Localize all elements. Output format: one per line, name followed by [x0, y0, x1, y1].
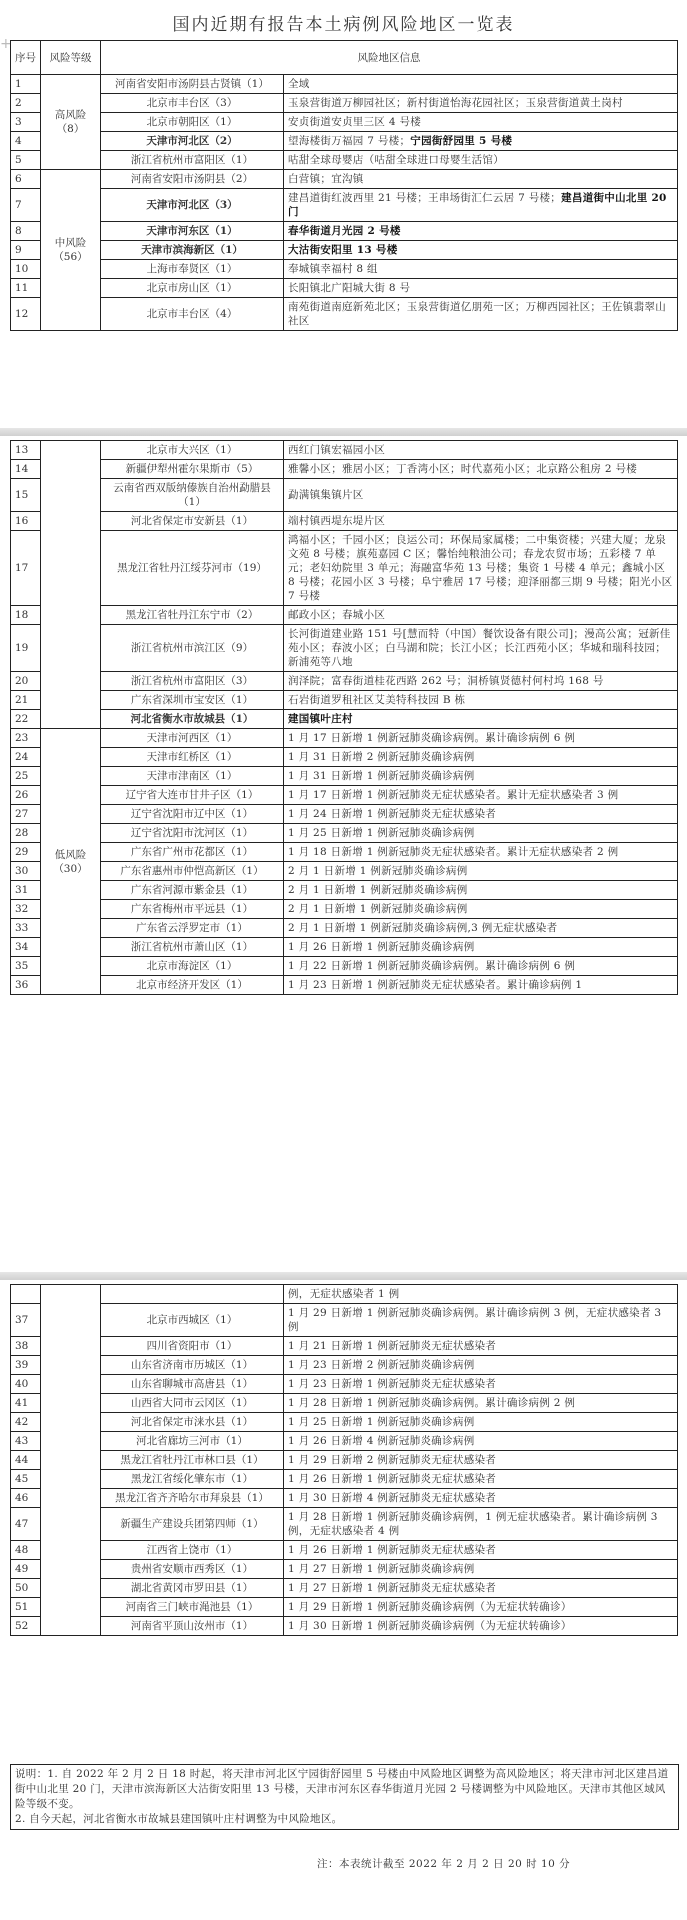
note-2: 2. 自今天起，河北省衡水市故城县建国镇叶庄村调整为中风险地区。: [15, 1813, 343, 1825]
risk-area-info: [284, 298, 678, 331]
info-text: 1 月 27 日新增 1 例新冠肺炎无症状感染者: [288, 1582, 497, 1594]
table-row: [11, 672, 678, 691]
row-number: 33: [11, 919, 41, 938]
region-name: 河北省保定市安新县（1）: [101, 512, 284, 531]
table-row: [11, 957, 678, 976]
region-name: 辽宁省沈阳市辽中区（1）: [101, 805, 284, 824]
info-text: 1 月 29 日新增 2 例新冠肺炎无症状感染者: [288, 1454, 497, 1466]
region-name: 辽宁省沈阳市沈河区（1）: [101, 824, 284, 843]
region-name: 天津市滨海新区（1）: [101, 241, 284, 260]
row-number: 8: [11, 222, 41, 241]
info-text: 长河街道建业路 151 号[慧而特（中国）餐饮设备有限公司]；漫高公寓；冠新佳苑小区；春波小区；白马湖和院；长江小区；长江西苑小区；华城和瑞科技园；新浦苑等八地: [288, 628, 671, 668]
region-name: 黑龙江省绥化肇东市（1）: [101, 1470, 284, 1489]
row-number: 50: [11, 1579, 41, 1598]
risk-table-page-2: [10, 440, 678, 995]
row-number: 11: [11, 279, 41, 298]
risk-level-medium: 中风险（56）: [41, 170, 101, 331]
row-number: 10: [11, 260, 41, 279]
table-row: [11, 843, 678, 862]
risk-area-info: [284, 1375, 678, 1394]
row-number: 25: [11, 767, 41, 786]
table-row: [11, 531, 678, 606]
table-row: [11, 1337, 678, 1356]
info-text: 1 月 31 日新增 2 例新冠肺炎确诊病例: [288, 751, 475, 763]
table-row: [11, 786, 678, 805]
row-number: 48: [11, 1541, 41, 1560]
region-name: 河南省三门峡市渑池县（1）: [101, 1598, 284, 1617]
info-text: 奉城镇幸福村 8 组: [288, 263, 378, 275]
risk-area-info: [284, 843, 678, 862]
region-name: 北京市海淀区（1）: [101, 957, 284, 976]
info-text: 1 月 31 日新增 1 例新冠肺炎确诊病例: [288, 770, 475, 782]
info-text: 邮政小区；春城小区: [288, 609, 386, 621]
region-name: 广东省广州市花都区（1）: [101, 843, 284, 862]
table-row: [11, 767, 678, 786]
table-row: [11, 241, 678, 260]
risk-area-info: [284, 1470, 678, 1489]
table-row: [11, 748, 678, 767]
row-number: 5: [11, 151, 41, 170]
row-number: 44: [11, 1451, 41, 1470]
info-text: 安贞街道安贞里三区 4 号楼: [288, 116, 422, 128]
info-text: 1 月 27 日新增 1 例新冠肺炎确诊病例: [288, 1563, 475, 1575]
table-row: [11, 1617, 678, 1636]
info-text: 白营镇；宜沟镇: [288, 173, 364, 185]
table-move-handle-icon[interactable]: +: [0, 36, 12, 52]
table-row: [11, 298, 678, 331]
risk-area-info: [284, 691, 678, 710]
risk-area-info: [284, 1394, 678, 1413]
risk-area-info: [284, 1579, 678, 1598]
row-number: 1: [11, 75, 41, 94]
table-row: [11, 1432, 678, 1451]
row-number: 52: [11, 1617, 41, 1636]
region-name: 浙江省杭州市滨江区（9）: [101, 625, 284, 672]
header-no: 序号: [11, 41, 41, 75]
row-number: 51: [11, 1598, 41, 1617]
info-text: 1 月 28 日新增 1 例新冠肺炎确诊病例，1 例无症状感染者。累计确诊病例 3 例，无症状感染者 4 例: [288, 1511, 658, 1537]
info-text: 1 月 24 日新增 1 例新冠肺炎无症状感染者: [288, 808, 497, 820]
info-text: 1 月 23 日新增 1 例新冠肺炎无症状感染者。累计确诊病例 1: [288, 979, 583, 991]
row-number: 27: [11, 805, 41, 824]
region-name: 天津市河北区（3）: [101, 189, 284, 222]
row-number: 7: [11, 189, 41, 222]
table-row: [11, 260, 678, 279]
row-number: 49: [11, 1560, 41, 1579]
row-number: 28: [11, 824, 41, 843]
info-text: 2 月 1 日新增 1 例新冠肺炎确诊病例,3 例无症状感染者: [288, 922, 558, 934]
region-name: 天津市津南区（1）: [101, 767, 284, 786]
table-row: [11, 441, 678, 460]
region-name: 天津市河东区（1）: [101, 222, 284, 241]
table-row: [11, 512, 678, 531]
table-row: [11, 919, 678, 938]
risk-area-info: [284, 1541, 678, 1560]
risk-level-medium-cont: [41, 441, 101, 729]
info-text: 咕甜全球母婴店（咕甜全球进口母婴生活馆）: [288, 154, 504, 166]
table-row: [11, 132, 678, 151]
page-2-rows: [11, 441, 678, 995]
risk-area-info: [284, 189, 678, 222]
risk-area-info: [284, 260, 678, 279]
row-number: 41: [11, 1394, 41, 1413]
info-text: 1 月 26 日新增 1 例新冠肺炎无症状感染者: [288, 1544, 497, 1556]
page-break: [0, 1272, 687, 1280]
row-number: 9: [11, 241, 41, 260]
row-number: 14: [11, 460, 41, 479]
risk-area-info: [284, 1451, 678, 1470]
row-number: 3: [11, 113, 41, 132]
risk-area-info: [284, 938, 678, 957]
table-row: [11, 151, 678, 170]
note-1: 说明：1. 自 2022 年 2 月 2 日 18 时起，将天津市河北区宁园街舒园里 5 号楼由中风险地区调整为高风险地区；将天津市河北区建昌道街中山北里 20 门，天津市滨海新区大沽街安阳里 13 号楼，天津市河东区春华街道月光园 2 号楼调整为中风险地区。天津市其他区域风险等级不变。: [15, 1768, 669, 1810]
row-number: 22: [11, 710, 41, 729]
risk-area-info: [284, 1356, 678, 1375]
page-break: [0, 428, 687, 436]
table-row: [11, 279, 678, 298]
row-number: 26: [11, 786, 41, 805]
info-text: 西红门镇宏福园小区: [288, 444, 386, 456]
page-1-rows: [11, 75, 678, 331]
region-name: 浙江省杭州市富阳区（3）: [101, 672, 284, 691]
row-number: 17: [11, 531, 41, 606]
table-row: [11, 606, 678, 625]
risk-area-info: [284, 113, 678, 132]
risk-table-page-1: [10, 40, 678, 331]
page-3-rows: [11, 1285, 678, 1636]
table-row: [11, 1451, 678, 1470]
row-number: 36: [11, 976, 41, 995]
info-text: 鸿福小区；千园小区；良运公司；环保局家属楼；二中集资楼；兴建大厦；龙泉文苑 8 号楼；旗苑嘉园 C 区；馨怡纯粮油公司；春龙农贸市场；五彩楼 7 单元；老妇幼院里 3 单元；海融富华苑 13 号楼；集资 1 号楼 4 单元；鑫城小区 8 号楼；花园小区 3 号楼；阜宁雅居 17 号楼；迎泽丽都三期 9 号楼；阳光小区 7 号楼: [288, 534, 673, 602]
region-name: 云南省西双版纳傣族自治州勐腊县（1）: [101, 479, 284, 512]
region-name: 新疆伊犁州霍尔果斯市（5）: [101, 460, 284, 479]
info-text: 南苑街道南庭新苑北区；玉泉营街道亿朋苑一区；万柳西园社区；王佐镇翡翠山社区: [288, 301, 666, 327]
region-name: 河南省安阳市汤阴县古贤镇（1）: [101, 75, 284, 94]
info-text-bold: 大沽街安阳里 13 号楼: [288, 244, 398, 256]
table-row: [11, 900, 678, 919]
risk-area-info: [284, 606, 678, 625]
region-name: 河北省保定市涞水县（1）: [101, 1413, 284, 1432]
info-text: 1 月 30 日新增 4 例新冠肺炎无症状感染者: [288, 1492, 497, 1504]
risk-area-info: [284, 1508, 678, 1541]
region-name: 河北省衡水市故城县（1）: [101, 710, 284, 729]
row-number: 13: [11, 441, 41, 460]
row-number: 2: [11, 94, 41, 113]
table-row: [11, 1598, 678, 1617]
info-text: 长阳镇北广阳城大街 8 号: [288, 282, 411, 294]
region-name: 北京市西城区（1）: [101, 1304, 284, 1337]
risk-area-info: [284, 710, 678, 729]
risk-level-low-cont: [41, 1285, 101, 1636]
info-text: 1 月 17 日新增 1 例新冠肺炎确诊病例。累计确诊病例 6 例: [288, 732, 576, 744]
row-number: 47: [11, 1508, 41, 1541]
info-text: 雅馨小区；雅居小区；丁香湾小区；时代嘉苑小区；北京路公租房 2 号楼: [288, 463, 638, 475]
region-name: 北京市大兴区（1）: [101, 441, 284, 460]
table-row: [11, 460, 678, 479]
risk-area-info: [284, 824, 678, 843]
info-text: 1 月 25 日新增 1 例新冠肺炎确诊病例: [288, 827, 475, 839]
risk-area-info: [284, 625, 678, 672]
row-number: 42: [11, 1413, 41, 1432]
info-text: 望海楼街万福园 7 号楼；: [288, 135, 411, 147]
risk-area-info: [284, 1432, 678, 1451]
risk-area-info: [284, 1304, 678, 1337]
region-name: 广东省云浮罗定市（1）: [101, 919, 284, 938]
table-row: [11, 1304, 678, 1337]
info-text: 1 月 21 日新增 1 例新冠肺炎无症状感染者: [288, 1340, 497, 1352]
risk-level-high: 高风险（8）: [41, 75, 101, 170]
region-name: 广东省深圳市宝安区（1）: [101, 691, 284, 710]
table-row: [11, 1375, 678, 1394]
risk-area-info: [284, 957, 678, 976]
risk-area-info: [284, 512, 678, 531]
info-text: 全域: [288, 78, 310, 90]
info-text: 1 月 23 日新增 1 例新冠肺炎无症状感染者: [288, 1378, 497, 1390]
risk-area-info: [284, 1413, 678, 1432]
table-row: [11, 938, 678, 957]
row-number: [11, 1285, 41, 1304]
info-text-bold: 建昌道街中山北里 20 门: [288, 192, 667, 218]
region-name: 江西省上饶市（1）: [101, 1541, 284, 1560]
region-name: 北京市丰台区（4）: [101, 298, 284, 331]
table-row: [11, 710, 678, 729]
risk-area-info: [284, 881, 678, 900]
info-text: 1 月 26 日新增 1 例新冠肺炎确诊病例: [288, 941, 475, 953]
risk-area-info: [284, 170, 678, 189]
risk-area-info: [284, 1617, 678, 1636]
region-name: 黑龙江省齐齐哈尔市拜泉县（1）: [101, 1489, 284, 1508]
region-name: 北京市房山区（1）: [101, 279, 284, 298]
region-name: 山西省大同市云冈区（1）: [101, 1394, 284, 1413]
risk-area-info: [284, 531, 678, 606]
region-name: 天津市河西区（1）: [101, 729, 284, 748]
info-text: 端村镇西堤东堤片区: [288, 515, 386, 527]
footer-note: 注：本表统计截至 2022 年 2 月 2 日 20 时 10 分: [317, 1858, 571, 1870]
region-name: 山东省聊城市高唐县（1）: [101, 1375, 284, 1394]
row-number: 45: [11, 1470, 41, 1489]
risk-area-info: [284, 1337, 678, 1356]
risk-area-info: [284, 441, 678, 460]
region-name: 广东省河源市紫金县（1）: [101, 881, 284, 900]
risk-area-info: [284, 151, 678, 170]
region-name: 贵州省安顺市西秀区（1）: [101, 1560, 284, 1579]
header-info: 风险地区信息: [101, 41, 678, 75]
risk-area-info: [284, 672, 678, 691]
risk-area-info: [284, 767, 678, 786]
row-number: 19: [11, 625, 41, 672]
region-name: 河北省廊坊三河市（1）: [101, 1432, 284, 1451]
region-name: 北京市经济开发区（1）: [101, 976, 284, 995]
info-text-bold: 建国镇叶庄村: [288, 713, 353, 725]
region-name: 广东省梅州市平远县（1）: [101, 900, 284, 919]
table-row: [11, 479, 678, 512]
risk-area-info: [284, 460, 678, 479]
risk-area-info: [284, 94, 678, 113]
table-header-row: [11, 41, 678, 75]
row-number: 6: [11, 170, 41, 189]
row-number: 43: [11, 1432, 41, 1451]
region-name: 浙江省杭州市萧山区（1）: [101, 938, 284, 957]
risk-area-info: [284, 1560, 678, 1579]
info-text: 1 月 26 日新增 4 例新冠肺炎确诊病例: [288, 1435, 475, 1447]
info-text: 2 月 1 日新增 1 例新冠肺炎确诊病例: [288, 903, 468, 915]
region-name: 广东省惠州市仲恺高新区（1）: [101, 862, 284, 881]
info-text: 润泽院；富春街道桂花西路 262 号；洞桥镇贤德村何村坞 168 号: [288, 675, 604, 687]
region-name: 上海市奉贤区（1）: [101, 260, 284, 279]
row-number: 4: [11, 132, 41, 151]
info-text: 建昌道街红波西里 21 号楼；王串场街汇仁云居 7 号楼；: [288, 192, 562, 204]
risk-area-info: [284, 862, 678, 881]
region-name: [101, 1285, 284, 1304]
table-row: [11, 1560, 678, 1579]
region-name: 黑龙江省牡丹江绥芬河市（19）: [101, 531, 284, 606]
info-text: 1 月 23 日新增 2 例新冠肺炎确诊病例: [288, 1359, 475, 1371]
row-number: 34: [11, 938, 41, 957]
region-name: 新疆生产建设兵团第四师（1）: [101, 1508, 284, 1541]
row-number: 31: [11, 881, 41, 900]
table-row: [11, 222, 678, 241]
risk-area-info: [284, 900, 678, 919]
region-name: 湖北省黄冈市罗田县（1）: [101, 1579, 284, 1598]
region-name: 北京市丰台区（3）: [101, 94, 284, 113]
table-row: [11, 1508, 678, 1541]
table-row: [11, 1356, 678, 1375]
risk-area-info: [284, 805, 678, 824]
table-row: [11, 862, 678, 881]
info-text: 2 月 1 日新增 1 例新冠肺炎确诊病例: [288, 884, 468, 896]
row-number: 38: [11, 1337, 41, 1356]
row-number: 24: [11, 748, 41, 767]
risk-area-info: [284, 1598, 678, 1617]
info-text: 1 月 29 日新增 1 例新冠肺炎确诊病例（为无症状转确诊）: [288, 1601, 572, 1613]
risk-area-info: [284, 1489, 678, 1508]
risk-level-low: 低风险（30）: [41, 729, 101, 995]
row-number: 29: [11, 843, 41, 862]
risk-area-info: [284, 222, 678, 241]
risk-area-info: [284, 729, 678, 748]
row-number: 37: [11, 1304, 41, 1337]
table-row: [11, 805, 678, 824]
info-text: 1 月 18 日新增 1 例新冠肺炎无症状感染者。累计无症状感染者 2 例: [288, 846, 619, 858]
header-level: 风险等级: [41, 41, 101, 75]
table-row: [11, 881, 678, 900]
row-number: 21: [11, 691, 41, 710]
row-number: 35: [11, 957, 41, 976]
table-row: [11, 691, 678, 710]
risk-area-info: 例，无症状感染者 1 例: [284, 1285, 678, 1304]
risk-area-info: [284, 479, 678, 512]
table-row: [11, 113, 678, 132]
row-number: 20: [11, 672, 41, 691]
risk-area-info: [284, 132, 678, 151]
table-row: [11, 1470, 678, 1489]
row-number: 30: [11, 862, 41, 881]
risk-area-info: [284, 75, 678, 94]
table-row: [11, 1579, 678, 1598]
document-title: 国内近期有报告本土病例风险地区一览表: [172, 15, 515, 35]
row-number: 16: [11, 512, 41, 531]
info-text: 1 月 17 日新增 1 例新冠肺炎无症状感染者。累计无症状感染者 3 例: [288, 789, 619, 801]
info-text-bold: 宁园街舒园里 5 号楼: [410, 135, 513, 147]
table-row: [11, 1489, 678, 1508]
region-name: 辽宁省大连市甘井子区（1）: [101, 786, 284, 805]
info-text: 1 月 29 日新增 1 例新冠肺炎确诊病例。累计确诊病例 3 例，无症状感染者 3 例: [288, 1307, 662, 1333]
risk-area-info: [284, 976, 678, 995]
risk-area-info: [284, 786, 678, 805]
info-text: 勐满镇集镇片区: [288, 489, 364, 501]
table-row: [11, 625, 678, 672]
region-name: 天津市红桥区（1）: [101, 748, 284, 767]
info-text: 2 月 1 日新增 1 例新冠肺炎确诊病例: [288, 865, 468, 877]
row-number: 23: [11, 729, 41, 748]
info-text: 1 月 30 日新增 1 例新冠肺炎确诊病例（为无症状转确诊）: [288, 1620, 572, 1632]
region-name: 河南省平顶山汝州市（1）: [101, 1617, 284, 1636]
row-number: 15: [11, 479, 41, 512]
region-name: 山东省济南市历城区（1）: [101, 1356, 284, 1375]
info-text: 石岩街道罗租社区艾美特科技园 B 栋: [288, 694, 466, 706]
row-number: 12: [11, 298, 41, 331]
table-row: [11, 729, 678, 748]
region-name: 天津市河北区（2）: [101, 132, 284, 151]
risk-area-info: [284, 279, 678, 298]
info-text-bold: 春华街道月光园 2 号楼: [288, 225, 401, 237]
region-name: 四川省资阳市（1）: [101, 1337, 284, 1356]
region-name: 黑龙江省牡丹江东宁市（2）: [101, 606, 284, 625]
table-row: [11, 170, 678, 189]
row-number: 18: [11, 606, 41, 625]
table-row: [11, 824, 678, 843]
risk-table-page-3: [10, 1284, 678, 1636]
info-text: 1 月 26 日新增 1 例新冠肺炎无症状感染者: [288, 1473, 497, 1485]
risk-area-info: [284, 919, 678, 938]
table-row: [11, 1394, 678, 1413]
table-row: [11, 75, 678, 94]
row-number: 40: [11, 1375, 41, 1394]
table-row: [11, 94, 678, 113]
row-number: 39: [11, 1356, 41, 1375]
table-row-continuation: [11, 1285, 678, 1304]
table-row: [11, 1413, 678, 1432]
info-text: 1 月 25 日新增 1 例新冠肺炎确诊病例: [288, 1416, 475, 1428]
region-name: 河南省安阳市汤阴县（2）: [101, 170, 284, 189]
info-text: 1 月 28 日新增 1 例新冠肺炎确诊病例。累计确诊病例 2 例: [288, 1397, 576, 1409]
notes-box: [10, 1764, 679, 1830]
region-name: 黑龙江省牡丹江市林口县（1）: [101, 1451, 284, 1470]
row-number: 46: [11, 1489, 41, 1508]
table-row: [11, 189, 678, 222]
table-row: [11, 976, 678, 995]
region-name: 浙江省杭州市富阳区（1）: [101, 151, 284, 170]
info-text: 1 月 22 日新增 1 例新冠肺炎确诊病例。累计确诊病例 6 例: [288, 960, 576, 972]
row-number: 32: [11, 900, 41, 919]
risk-area-info: [284, 748, 678, 767]
risk-area-info: [284, 241, 678, 260]
region-name: 北京市朝阳区（1）: [101, 113, 284, 132]
info-text: 玉泉营街道万柳园社区；新村街道怡海花园社区；玉泉营街道黄土岗村: [288, 97, 623, 109]
table-row: [11, 1541, 678, 1560]
